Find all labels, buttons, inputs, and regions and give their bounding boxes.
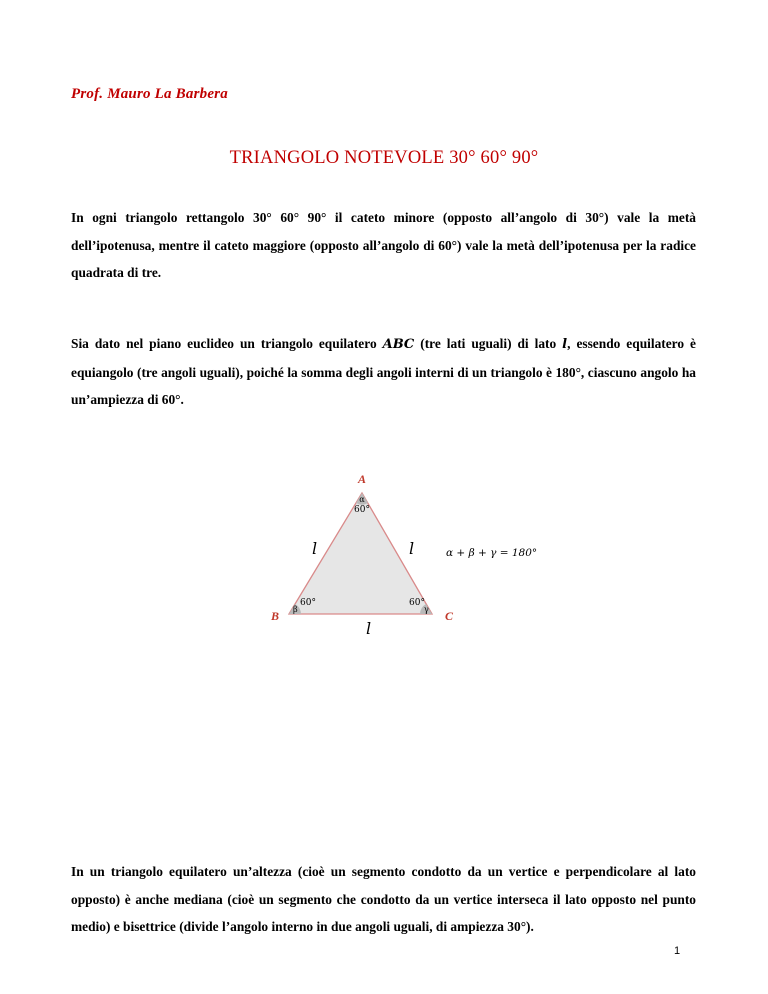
paragraph-intro: In ogni triangolo rettangolo 30° 60° 90° il cateto minore (opposto all’angolo di 30°) vale la metà dell’ipotenusa, mentre il cateto maggiore (opposto all’angolo di 60°) vale la metà dell’ipotenusa per la radice quadrata di tre. [71, 210, 696, 280]
side-left-label: l [312, 539, 318, 558]
angle-sum-equation: α + β + γ = 180° [446, 547, 538, 559]
equilateral-triangle-figure [262, 470, 562, 640]
author-header: Prof. Mauro La Barbera [71, 86, 228, 102]
angle-a-value: 60° [354, 505, 370, 515]
paragraph-altitude: In un triangolo equilatero un’altezza (cioè un segmento condotto da un vertice e perpendicolare al lato opposto) è anche mediana (cioè un segmento che condotto da un vertice interseca il lato opposto nel punto medio) e bisettrice (divide l’angolo interno in due angoli uguali, di ampiezza 30°). [71, 864, 696, 934]
angle-a-symbol: α [359, 495, 365, 504]
angle-c-symbol: γ [424, 605, 429, 614]
vertex-a-label: A [357, 472, 367, 486]
vertex-c-label: C [445, 609, 454, 623]
side-length-math: l [562, 337, 568, 352]
side-bottom-label: l [366, 619, 372, 638]
paragraph-equilateral-text-2: (tre lati uguali) di lato [414, 336, 563, 351]
paragraph-equilateral-text-1: Sia dato nel piano euclideo un triangolo equilatero [71, 336, 383, 351]
side-right-label: l [409, 539, 415, 558]
triangle-name-math: ABC [382, 337, 415, 352]
angle-c-value: 60° [409, 598, 425, 608]
angle-b-symbol: β [293, 605, 298, 614]
page-number: 1 [674, 945, 681, 957]
paragraph-equilateral [71, 330, 696, 414]
page-title: TRIANGOLO NOTEVOLE 30° 60° 90° [229, 148, 539, 168]
paragraph-equilateral-text-3: , essendo equilatero è equiangolo (tre angoli uguali), poiché la somma degli angoli interni di un triangolo è 180°, ciascuno angolo ha un’ampiezza di 60°. [71, 336, 696, 407]
vertex-b-label: B [271, 609, 280, 623]
angle-b-value: 60° [300, 598, 316, 608]
